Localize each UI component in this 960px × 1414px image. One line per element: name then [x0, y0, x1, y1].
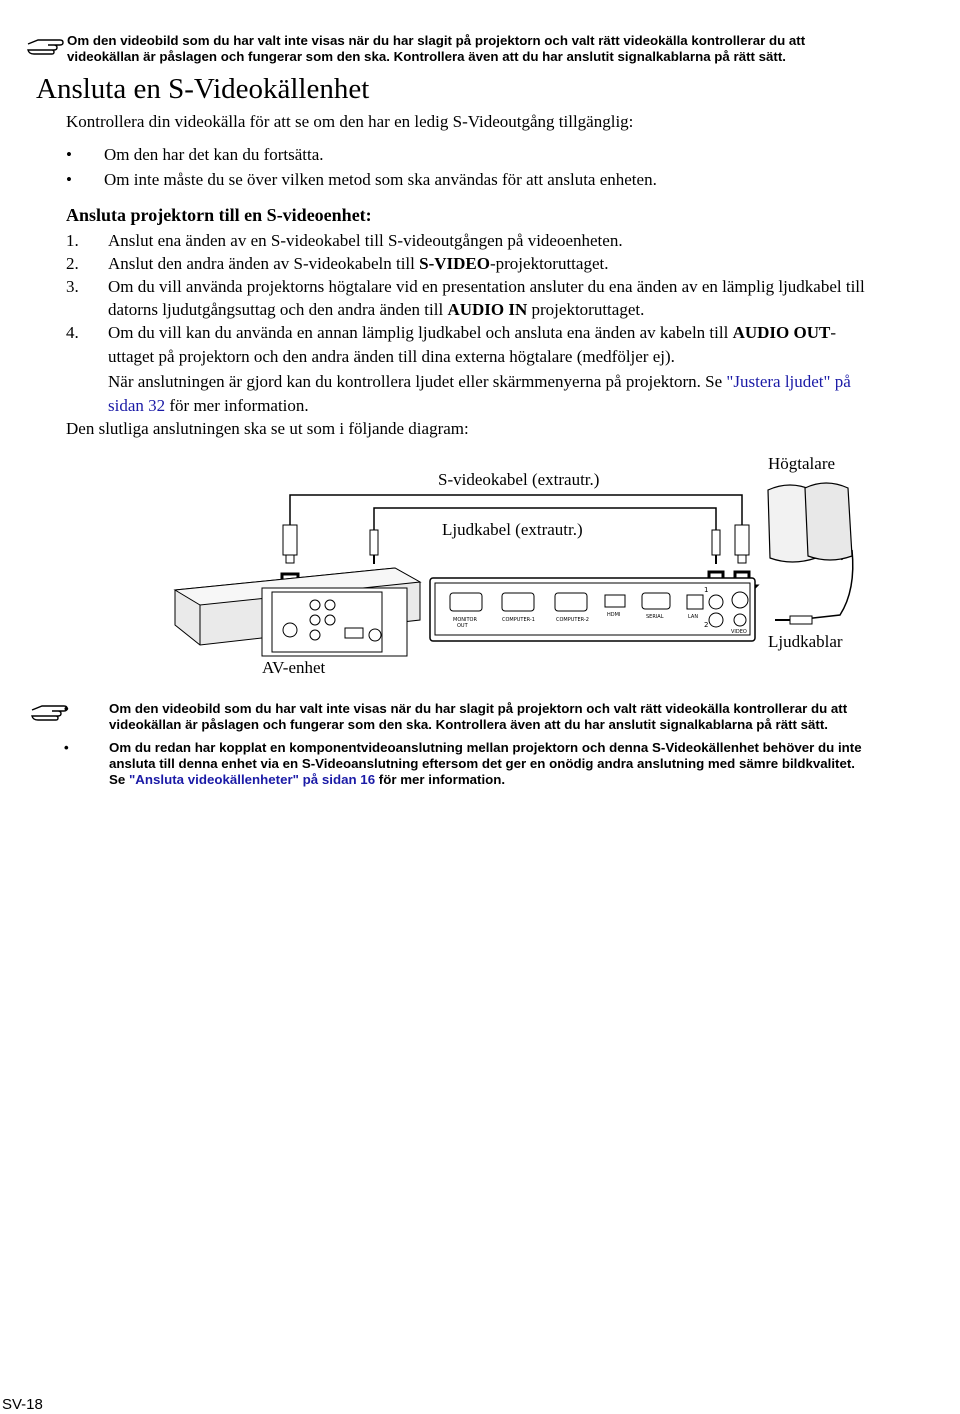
port-label-computer2: COMPUTER-2 [556, 617, 589, 623]
bullet-mark: • [64, 701, 69, 716]
port-label-hdmi: HDMI [607, 612, 621, 618]
label-audio-cable: Ljudkabel (extrautr.) [442, 520, 583, 539]
port-label-serial: SERIAL [646, 614, 664, 620]
note-text-part: Se [109, 772, 129, 787]
top-note-line1: Om den videobild som du har valt inte visas när du har slagit på projektorn och valt rätt videokälla kontrollerar du att [67, 33, 806, 48]
bottom-note-2-line1: Om du redan har kopplat en komponentvideoanslutning mellan projektorn och denna S-Videokällenhet behöver du inte [109, 740, 862, 755]
label-av-unit: AV-enhet [262, 658, 326, 677]
step-text [108, 395, 944, 417]
bottom-note-2 [109, 740, 949, 788]
step-text-part: datorns ljudutgångsuttag och den andra änden till [108, 300, 448, 319]
pointing-hand-icon [30, 702, 68, 722]
step-number: 4. [66, 323, 79, 342]
step-number: 1. [66, 231, 79, 250]
step-text-part: -projektoruttaget. [489, 254, 609, 273]
circle-number-1: 1 [704, 586, 709, 594]
step-text [108, 253, 944, 275]
audio-plug-right [712, 530, 720, 564]
step-text [108, 322, 944, 344]
audio-jack-plug [775, 616, 812, 624]
port-label-lan: LAN [688, 614, 699, 620]
top-note-line2: videokällan är påslagen och fungerar som den ska. Kontrollera även att du har anslutit signalkablarna på rätt sätt. [67, 49, 786, 64]
label-svideo-cable: S-videokabel (extrautr.) [438, 470, 600, 489]
bullet-mark: • [66, 145, 72, 164]
step-text: Anslut ena änden av en S-videokabel till S-videoutgången på videoenheten. [108, 231, 623, 250]
bullet-mark: • [64, 740, 69, 755]
step-text-part: - [830, 323, 837, 342]
bottom-note-1 [109, 701, 949, 733]
step-number: 3. [66, 277, 79, 296]
pointing-hand-icon [26, 36, 64, 56]
bottom-note-2-line2: ansluta till denna enhet via en S-Videoanslutning eftersom det ger en onödig andra anslutning med sämre bildkvalitet. [109, 756, 855, 771]
step-text [108, 299, 944, 321]
step-text-part: projektoruttaget. [527, 300, 645, 319]
link-page-32[interactable]: sidan 32 [108, 396, 166, 415]
list-item [66, 169, 946, 194]
link-ansluta-videokallenheter[interactable]: "Ansluta videokällenheter" på sidan 16 [128, 772, 376, 787]
audio-plug-left [370, 530, 378, 564]
bottom-note-1-line2: videokällan är påslagen och fungerar som den ska. Kontrollera även att du har anslutit signalkablarna på rätt sätt. [109, 717, 828, 732]
intro-text: Kontrollera din videokälla för att se om den har en ledig S-Videoutgång tillgänglig: [66, 112, 634, 131]
page-number: SV-18 [2, 1396, 43, 1413]
note-text-part: för mer information. [375, 772, 506, 787]
subheading: Ansluta projektorn till en S-videoenhet: [66, 205, 372, 225]
steps-list [0, 230, 960, 430]
port-label-video: VIDEO [731, 629, 747, 635]
list-item [66, 144, 946, 169]
step-text [108, 371, 944, 393]
bullet-mark: • [66, 170, 72, 189]
final-text: Den slutliga anslutningen ska se ut som i följande diagram: [66, 419, 469, 438]
port-name: AUDIO IN [447, 300, 528, 319]
step-text-part: När anslutningen är gjord kan du kontrollera ljudet eller skärmmenyerna på projektorn. Se [108, 372, 727, 391]
svideo-plug-left [283, 525, 297, 563]
bullet-list [66, 144, 946, 194]
label-audio-cables: Ljudkablar [768, 632, 843, 651]
step-text-part: Anslut den andra änden av S-videokabeln till [108, 254, 420, 273]
step-text: Om du vill använda projektorns högtalare vid en presentation ansluter du ena änden av en lämplig ljudkabel till [108, 277, 865, 296]
port-label-out: OUT [457, 623, 468, 629]
circle-number-2: 2 [704, 621, 709, 629]
port-name: S-VIDEO [419, 254, 490, 273]
svideo-plug-right [735, 525, 749, 563]
connection-diagram [0, 440, 960, 690]
step-number: 2. [66, 254, 79, 273]
port-label-monitor: MONITOR [453, 617, 477, 623]
label-speakers: Högtalare [768, 454, 836, 473]
bullet-text: Om inte måste du se över vilken metod som ska användas för att ansluta enheten. [104, 170, 657, 189]
port-name: AUDIO OUT [732, 323, 831, 342]
step-text-part: Om du vill kan du använda en annan lämplig ljudkabel och ansluta ena änden av kabeln till [108, 323, 733, 342]
port-label-computer1: COMPUTER-1 [502, 617, 535, 623]
bottom-note-2-line3 [109, 772, 949, 788]
page-title: Ansluta en S-Videokällenhet [36, 73, 370, 105]
speakers-drawing [768, 483, 852, 562]
bullet-text: Om den har det kan du fortsätta. [104, 145, 324, 164]
step-text-part: för mer information. [165, 396, 309, 415]
bottom-note-1-line1: Om den videobild som du har valt inte visas när du har slagit på projektorn och valt rätt videokälla kontrollerar du att [109, 701, 848, 716]
link-justera-ljudet[interactable]: "Justera ljudet" på [726, 372, 851, 391]
step-text: uttaget på projektorn och den andra änden till dina externa högtalare (medföljer ej). [108, 347, 675, 366]
